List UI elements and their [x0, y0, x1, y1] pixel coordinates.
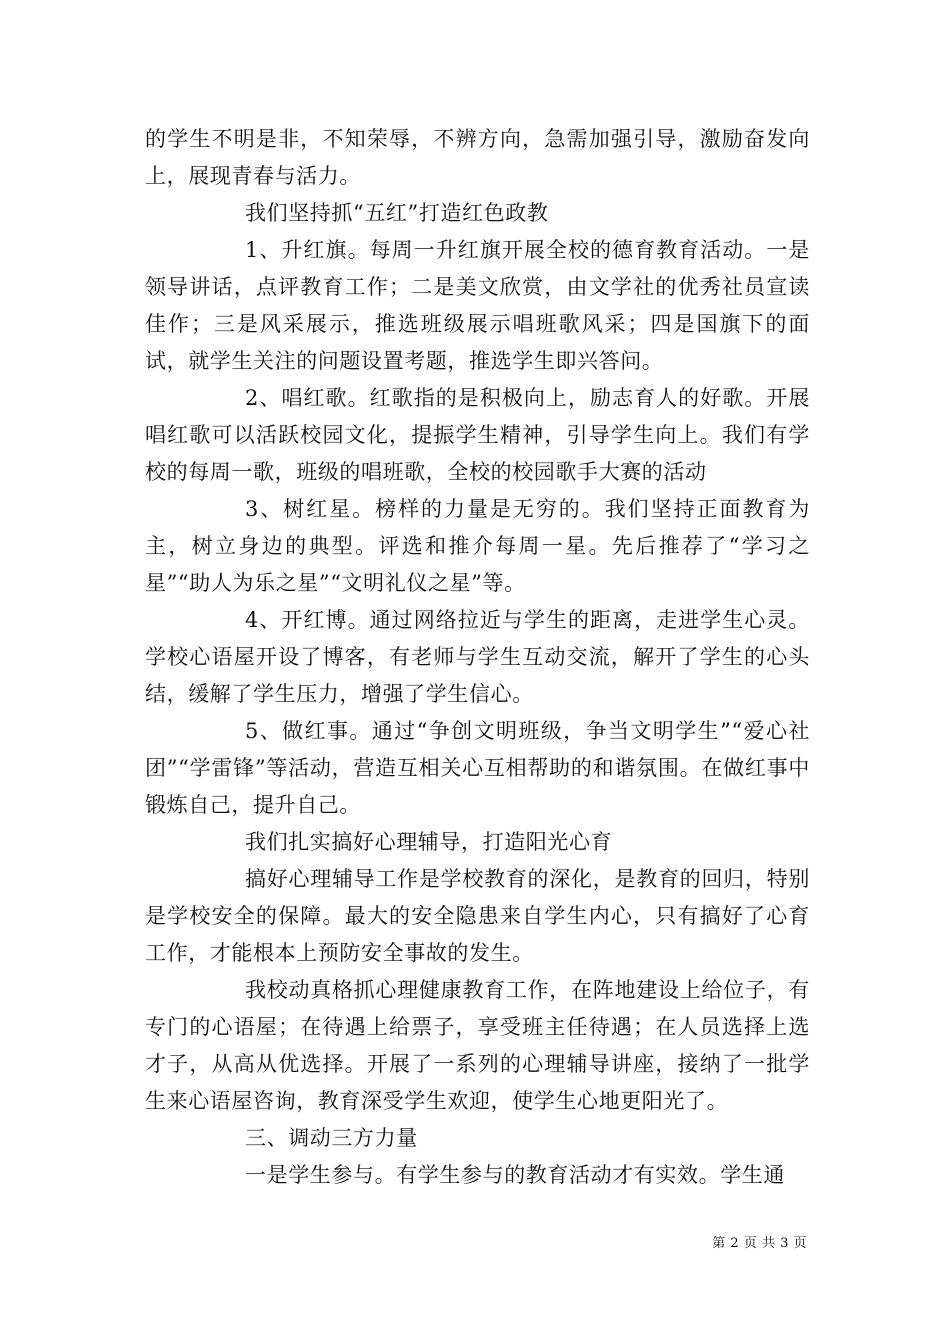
paragraph-red-blog: 4、开红博。通过网络拉近与学生的距离，走进学生心灵。学校心语屋开设了博客，有老师与学生互动交流，解开了学生的心头结，缓解了学生压力，增强了学生信心。 — [145, 608, 810, 706]
paragraph-red-deeds: 5、做红事。通过“争创文明班级，争当文明学生”“爱心社团”“学雷锋”等活动，营造互相关心互相帮助的和谐氛围。在做红事中锻炼自己，提升自己。 — [145, 719, 810, 817]
paragraph-continuation: 的学生不明是非，不知荣辱，不辨方向，急需加强引导，激励奋发向上，展现青春与活力。 — [145, 127, 810, 188]
paragraph-sing-songs: 2、唱红歌。红歌指的是积极向上，励志育人的好歌。开展唱红歌可以活跃校园文化，提振学生精神，引导学生向上。我们有学校的每周一歌，班级的唱班歌，全校的校园歌手大赛的活动 — [145, 386, 810, 484]
section-heading-five-red: 我们坚持抓“五红”打造红色政教 — [245, 201, 549, 225]
paragraph-student-participation: 一是学生参与。有学生参与的教育活动才有实效。学生通 — [245, 1163, 785, 1187]
paragraph-red-star: 3、树红星。榜样的力量是无穷的。我们坚持正面教育为主，树立身边的典型。评选和推介每周一星。先后推荐了“学习之星”“助人为乐之星”“文明礼仪之星”等。 — [145, 497, 810, 595]
page-number-footer: 第 2 页 共 3 页 — [712, 1236, 807, 1251]
section-heading-three-forces: 三、调动三方力量 — [245, 1126, 418, 1150]
section-heading-counseling: 我们扎实搞好心理辅导，打造阳光心育 — [245, 830, 613, 854]
document-body — [145, 121, 810, 1194]
paragraph-raise-flag: 1、升红旗。每周一升红旗开展全校的德育教育活动。一是领导讲话，点评教育工作；二是美文欣赏，由文学社的优秀社员宣读佳作；三是风采展示，推选班级展示唱班歌风采；四是国旗下的面试，就学生关注的问题设置考题，推选学生即兴答问。 — [145, 238, 810, 373]
paragraph-mental-health: 我校动真格抓心理健康教育工作，在阵地建设上给位子，有专门的心语屋；在待遇上给票子，享受班主任待遇；在人员选择上选才子，从高从优选择。开展了一系列的心理辅导讲座，接纳了一批学生来心语屋咨询，教育深受学生欢迎，使学生心地更阳光了。 — [145, 978, 810, 1113]
paragraph-counseling-work: 搞好心理辅导工作是学校教育的深化，是教育的回归，特别是学校安全的保障。最大的安全隐患来自学生内心，只有搞好了心育工作，才能根本上预防安全事故的发生。 — [145, 867, 810, 965]
